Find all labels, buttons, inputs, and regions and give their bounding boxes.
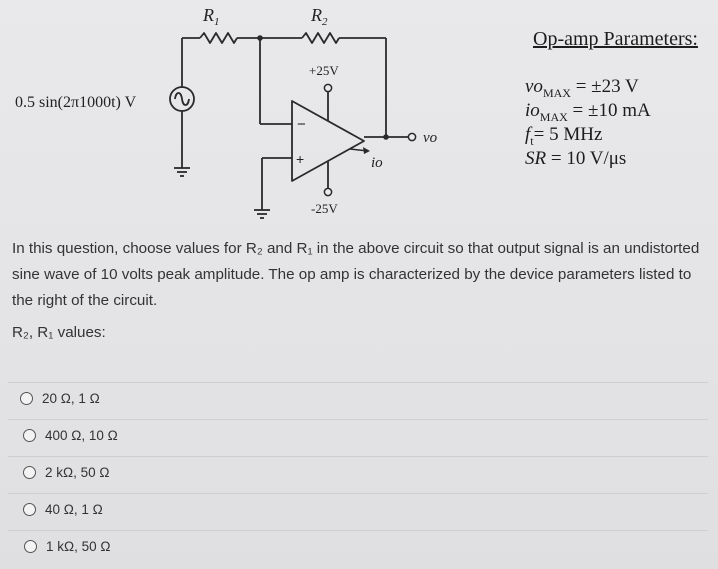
values-label: R₂, R₁ values: — [12, 324, 106, 341]
inverting-sign: − — [297, 116, 306, 133]
r2-label: $R_2$ — [311, 5, 328, 28]
answer-option[interactable] — [24, 539, 110, 554]
param-ft: $f_t= 5$ MHz — [525, 124, 603, 148]
ground-icon — [174, 168, 190, 176]
param-vomax: $vo_{MAX} = \pm 23$ V — [525, 76, 639, 100]
divider — [8, 456, 708, 457]
answer-option[interactable] — [23, 428, 118, 443]
io-label: io — [371, 155, 383, 171]
param-iomax: $io_{MAX} = \pm 10$ mA — [525, 100, 651, 124]
resistor-r2 — [302, 33, 339, 43]
question-text: In this question, choose values for R₂ and R₁ in the above circuit so that output signal is an undistorted sine wave of 10 volts peak amplitude. The op amp is characterized by the device parameters listed to the right of the circuit. — [12, 240, 700, 309]
param-slew-rate: SR = 10 V/μs — [525, 148, 627, 169]
pos-supply-label: +25V — [309, 63, 339, 78]
junction-dot — [257, 35, 263, 41]
output-terminal — [408, 133, 415, 140]
answer-option[interactable] — [23, 465, 109, 480]
sine-wave-icon — [175, 93, 189, 105]
pos-supply-terminal — [324, 84, 331, 91]
radio-button[interactable] — [23, 466, 36, 479]
noninverting-sign: + — [296, 151, 305, 167]
neg-supply-terminal — [324, 188, 331, 195]
r1-label: $R_1$ — [203, 5, 220, 28]
answer-option[interactable] — [23, 502, 103, 517]
option-label: 20 Ω, 1 Ω — [42, 391, 100, 406]
option-label: 2 kΩ, 50 Ω — [45, 465, 110, 480]
radio-button[interactable] — [23, 429, 36, 442]
radio-button[interactable] — [20, 392, 33, 405]
divider — [8, 419, 708, 420]
answer-option[interactable] — [20, 391, 100, 406]
divider — [8, 530, 708, 531]
ground-icon — [254, 210, 270, 218]
parameters-title: Op-amp Parameters: — [533, 28, 698, 50]
neg-supply-label: -25V — [311, 201, 338, 216]
radio-button[interactable] — [24, 540, 37, 553]
option-label: 1 kΩ, 50 Ω — [46, 539, 111, 554]
source-label: 0.5 sin(2π1000t) V — [15, 94, 137, 111]
resistor-r1 — [200, 33, 237, 43]
option-label: 40 Ω, 1 Ω — [45, 502, 103, 517]
divider — [8, 382, 708, 383]
divider — [8, 493, 708, 494]
radio-button[interactable] — [23, 503, 36, 516]
option-label: 400 Ω, 10 Ω — [45, 428, 118, 443]
vo-label: vo — [423, 130, 438, 146]
junction-dot — [383, 134, 389, 140]
io-arrow-head — [363, 147, 370, 154]
